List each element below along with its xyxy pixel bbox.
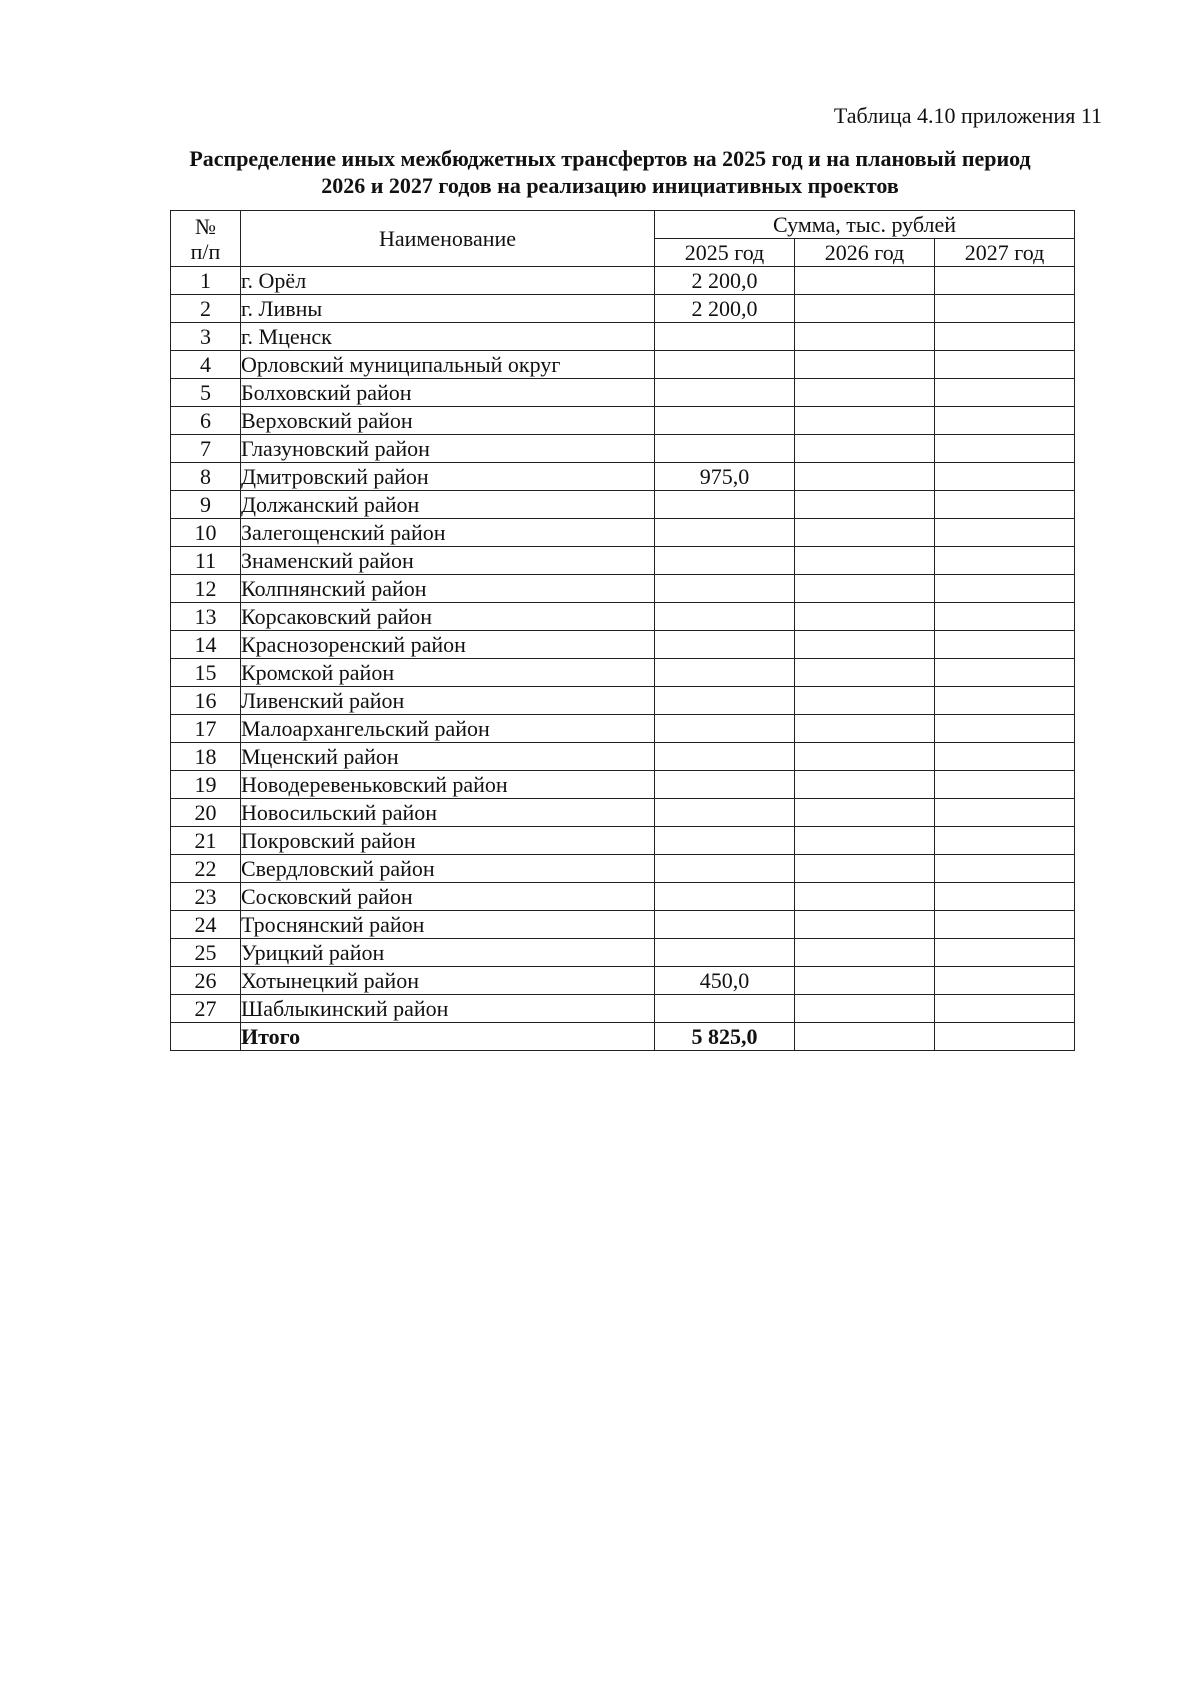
row-number: 24 [171, 911, 241, 939]
row-name: Сосковский район [241, 883, 655, 911]
row-value-2025: 975,0 [655, 463, 795, 491]
row-name: Мценский район [241, 743, 655, 771]
row-number: 23 [171, 883, 241, 911]
row-value-2026 [795, 911, 935, 939]
row-value-2025 [655, 379, 795, 407]
row-name: Орловский муниципальный округ [241, 351, 655, 379]
row-value-2026 [795, 547, 935, 575]
row-name: Должанский район [241, 491, 655, 519]
row-value-2026 [795, 631, 935, 659]
row-number: 14 [171, 631, 241, 659]
table-row [171, 631, 1075, 659]
table-row [171, 407, 1075, 435]
table-row [171, 771, 1075, 799]
row-value-2026 [795, 687, 935, 715]
row-name: Глазуновский район [241, 435, 655, 463]
row-value-2026 [795, 295, 935, 323]
row-value-2025 [655, 603, 795, 631]
row-value-2025 [655, 631, 795, 659]
row-number: 15 [171, 659, 241, 687]
row-name: Хотынецкий район [241, 967, 655, 995]
column-header-sum: Сумма, тыс. рублей [655, 211, 1075, 239]
row-value-2025 [655, 771, 795, 799]
row-value-2026 [795, 323, 935, 351]
row-number: 1 [171, 267, 241, 295]
row-value-2027 [935, 435, 1075, 463]
row-number: 17 [171, 715, 241, 743]
row-number: 11 [171, 547, 241, 575]
table-row [171, 351, 1075, 379]
table-row [171, 463, 1075, 491]
row-value-2027 [935, 491, 1075, 519]
row-number: 16 [171, 687, 241, 715]
row-value-2027 [935, 687, 1075, 715]
row-value-2027 [935, 827, 1075, 855]
row-value-2027 [935, 995, 1075, 1023]
row-value-2025 [655, 659, 795, 687]
row-value-2027 [935, 939, 1075, 967]
row-value-2025 [655, 911, 795, 939]
column-header-2025: 2025 год [655, 239, 795, 267]
document-title [120, 145, 1100, 199]
row-value-2026 [795, 883, 935, 911]
table-row [171, 547, 1075, 575]
row-number: 19 [171, 771, 241, 799]
row-value-2027 [935, 855, 1075, 883]
row-value-2026 [795, 267, 935, 295]
column-header-2027: 2027 год [935, 239, 1075, 267]
row-value-2027 [935, 351, 1075, 379]
row-value-2025 [655, 827, 795, 855]
table-row [171, 659, 1075, 687]
row-value-2025 [655, 995, 795, 1023]
row-value-2025 [655, 799, 795, 827]
row-value-2027 [935, 911, 1075, 939]
title-line-2: 2026 и 2027 годов на реализацию инициативных проектов [321, 173, 899, 198]
row-value-2025 [655, 547, 795, 575]
row-number: 27 [171, 995, 241, 1023]
row-value-2027 [935, 743, 1075, 771]
row-name: г. Орёл [241, 267, 655, 295]
table-reference: Таблица 4.10 приложения 11 [833, 103, 1102, 128]
row-value-2025 [655, 407, 795, 435]
table-row [171, 967, 1075, 995]
row-name: г. Ливны [241, 295, 655, 323]
row-name: Урицкий район [241, 939, 655, 967]
row-value-2026 [795, 799, 935, 827]
row-number: 25 [171, 939, 241, 967]
column-header-2026: 2026 год [795, 239, 935, 267]
table-row [171, 855, 1075, 883]
row-value-2027 [935, 547, 1075, 575]
row-number: 9 [171, 491, 241, 519]
table-row [171, 687, 1075, 715]
title-line-1: Распределение иных межбюджетных трансфертов на 2025 год и на плановый период [189, 146, 1031, 171]
row-number: 6 [171, 407, 241, 435]
row-number: 7 [171, 435, 241, 463]
row-name: Новодеревеньковский район [241, 771, 655, 799]
row-value-2026 [795, 967, 935, 995]
row-value-2025 [655, 323, 795, 351]
row-value-2027 [935, 323, 1075, 351]
row-value-2026 [795, 939, 935, 967]
table-row [171, 575, 1075, 603]
row-value-2026 [795, 379, 935, 407]
row-number: 12 [171, 575, 241, 603]
row-value-2027 [935, 575, 1075, 603]
row-value-2026 [795, 575, 935, 603]
row-value-2025: 2 200,0 [655, 295, 795, 323]
row-value-2026 [795, 743, 935, 771]
row-name: Залегощенский район [241, 519, 655, 547]
row-name: Малоархангельский район [241, 715, 655, 743]
row-number: 10 [171, 519, 241, 547]
row-number: 20 [171, 799, 241, 827]
table-row [171, 939, 1075, 967]
row-value-2025 [655, 435, 795, 463]
row-name: Краснозоренский район [241, 631, 655, 659]
row-value-2027 [935, 463, 1075, 491]
row-name: г. Мценск [241, 323, 655, 351]
row-name: Покровский район [241, 827, 655, 855]
total-value-2027 [935, 1023, 1075, 1051]
row-value-2025 [655, 939, 795, 967]
table-row [171, 715, 1075, 743]
row-name: Шаблыкинский район [241, 995, 655, 1023]
row-value-2026 [795, 603, 935, 631]
table-row [171, 295, 1075, 323]
row-number: 3 [171, 323, 241, 351]
row-value-2027 [935, 715, 1075, 743]
row-value-2026 [795, 435, 935, 463]
row-value-2027 [935, 603, 1075, 631]
row-value-2027 [935, 379, 1075, 407]
row-name: Ливенский район [241, 687, 655, 715]
table-row [171, 883, 1075, 911]
table-row [171, 799, 1075, 827]
row-name: Новосильский район [241, 799, 655, 827]
total-value-2025: 5 825,0 [655, 1023, 795, 1051]
row-value-2027 [935, 771, 1075, 799]
row-value-2025 [655, 519, 795, 547]
row-name: Знаменский район [241, 547, 655, 575]
table-row [171, 435, 1075, 463]
row-value-2026 [795, 491, 935, 519]
table-row [171, 911, 1075, 939]
row-value-2025 [655, 883, 795, 911]
row-value-2026 [795, 351, 935, 379]
table-row [171, 491, 1075, 519]
row-value-2026 [795, 995, 935, 1023]
row-value-2027 [935, 659, 1075, 687]
column-header-number-abbr: п/п [190, 238, 221, 264]
row-value-2026 [795, 463, 935, 491]
row-value-2025: 2 200,0 [655, 267, 795, 295]
row-name: Верховский район [241, 407, 655, 435]
row-number: 21 [171, 827, 241, 855]
table-row [171, 519, 1075, 547]
row-name: Колпнянский район [241, 575, 655, 603]
table-row [171, 323, 1075, 351]
row-number: 26 [171, 967, 241, 995]
row-value-2027 [935, 267, 1075, 295]
row-number: 13 [171, 603, 241, 631]
row-value-2026 [795, 827, 935, 855]
table-row [171, 379, 1075, 407]
row-value-2026 [795, 855, 935, 883]
row-name: Корсаковский район [241, 603, 655, 631]
row-value-2025 [655, 687, 795, 715]
row-value-2026 [795, 659, 935, 687]
row-value-2027 [935, 407, 1075, 435]
row-value-2026 [795, 407, 935, 435]
row-number: 18 [171, 743, 241, 771]
total-row [171, 1023, 1075, 1051]
table-row [171, 827, 1075, 855]
row-number: 2 [171, 295, 241, 323]
row-value-2025 [655, 715, 795, 743]
row-value-2027 [935, 967, 1075, 995]
row-value-2027 [935, 631, 1075, 659]
column-header-name: Наименование [241, 211, 655, 267]
row-value-2025 [655, 743, 795, 771]
row-value-2025 [655, 855, 795, 883]
row-number: 4 [171, 351, 241, 379]
row-value-2026 [795, 715, 935, 743]
row-value-2025 [655, 351, 795, 379]
row-value-2025 [655, 491, 795, 519]
row-value-2027 [935, 799, 1075, 827]
row-value-2026 [795, 771, 935, 799]
row-value-2026 [795, 519, 935, 547]
column-header-number-sign: № [195, 213, 216, 239]
total-label: Итого [241, 1023, 655, 1051]
row-name: Свердловский район [241, 855, 655, 883]
row-value-2027 [935, 295, 1075, 323]
row-name: Дмитровский район [241, 463, 655, 491]
row-value-2027 [935, 519, 1075, 547]
transfers-table [170, 210, 1075, 1051]
table-row [171, 603, 1075, 631]
row-value-2027 [935, 883, 1075, 911]
table-row [171, 267, 1075, 295]
row-number: 22 [171, 855, 241, 883]
row-value-2025 [655, 575, 795, 603]
column-header-number [171, 211, 241, 267]
table-row [171, 995, 1075, 1023]
row-number: 5 [171, 379, 241, 407]
row-value-2025: 450,0 [655, 967, 795, 995]
row-number: 8 [171, 463, 241, 491]
table-body [171, 267, 1075, 1051]
row-name: Кромской район [241, 659, 655, 687]
total-number [171, 1023, 241, 1051]
row-name: Троснянский район [241, 911, 655, 939]
table-row [171, 743, 1075, 771]
total-value-2026 [795, 1023, 935, 1051]
row-name: Болховский район [241, 379, 655, 407]
